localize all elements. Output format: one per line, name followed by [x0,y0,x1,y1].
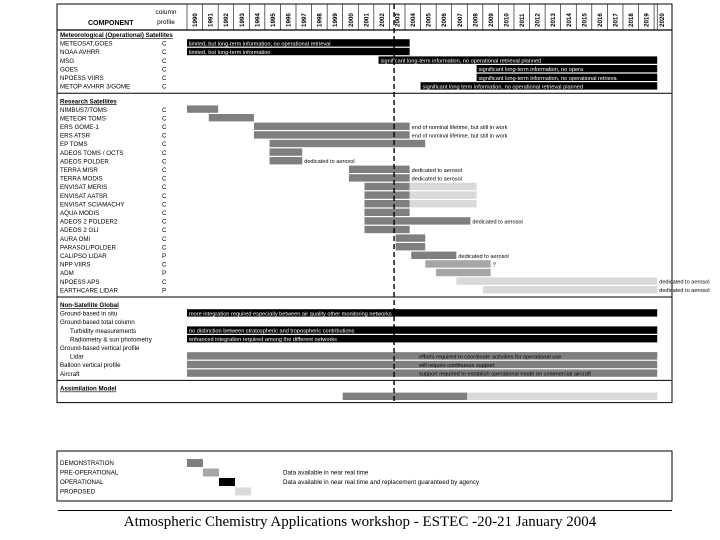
row-label: EARTHCARE LIDAR [60,287,118,295]
timeline-bar-proposed [410,200,477,207]
year-tick-label: 2013 [550,13,558,27]
timeline-bar-demonstration [364,209,409,216]
row-profile: C [162,167,167,174]
row-label: AQUA MODIS [60,210,100,217]
timeline-bar-demonstration [364,183,409,190]
timeline-bar-proposed [410,191,477,198]
row-profile: C [162,115,167,123]
group-title: Meteorological (Operational) Satellites [60,32,173,40]
timeline-bar-demonstration [349,174,410,181]
year-tick-label: 1992 [223,13,231,27]
bar-annotation: limited, but long-term information [189,50,271,56]
bar-annotation: enhanced integration required among the different networks [189,337,337,344]
year-tick-label: 2015 [581,13,589,27]
legend-note: Data available in near real time and replacement guaranteed by agency [283,479,480,486]
row-label: ERS GOME-1 [60,124,99,131]
year-tick-label: 1990 [192,13,200,27]
year-tick-label: 2006 [441,13,449,27]
row-label: METOP AVHRR 3/GOME [60,83,131,91]
row-profile: C [162,227,167,235]
timeline-bar-demonstration [396,243,426,250]
year-tick-label: 2002 [378,13,386,27]
row-label: NPP VIIRS [60,261,91,269]
row-profile: C [162,83,167,91]
row-profile: P [162,287,167,295]
timeline-bar-proposed [467,393,657,400]
year-tick-label: 2000 [347,13,355,27]
row-profile: C [162,57,167,65]
bar-annotation: will require continuous support [418,363,495,369]
row-label: ADEOS POLDER [60,158,109,166]
row-profile: C [162,201,167,209]
year-tick-label: 2003 [394,13,402,27]
row-profile: C [162,75,167,82]
bar-annotation: significant long-term information, no operational retrieva [478,75,617,82]
row-profile: C [162,278,167,286]
row-profile: C [162,66,167,74]
bar-annotation: no distinction between stratospheric and tropospheric contributions [189,328,355,335]
row-label: ADM [60,270,74,278]
row-label: Radiometry & sun photometry [70,336,152,344]
year-tick-label: 1997 [301,13,309,27]
year-tick-label: 2005 [425,13,433,27]
row-label: ADEOS 2 GLI [60,227,99,235]
bar-annotation: dedicated to aerosol [458,253,509,260]
bar-annotation: dedicated to aerosol [304,159,355,166]
bar-annotation: efforts required to coordinate activities for operational use [418,354,562,361]
row-label: TERRA MODIS [60,175,103,183]
bar-annotation: significant long-term information, no operational retrieval planned [380,58,542,65]
row-profile: P [162,270,167,278]
row-label: NIMBUS7/TOMS [60,106,107,114]
year-tick-label: 2010 [503,13,511,27]
year-tick-label: 2014 [565,13,573,27]
row-label: EP TOMS [60,141,88,149]
timeline-bar-pre-operational [436,269,490,276]
row-profile: C [162,149,167,157]
year-tick-label: 2008 [472,13,480,27]
group-title: Assimilation Model [60,385,117,393]
row-label: METEOR TOMS [60,115,106,123]
timeline-bar-demonstration [364,200,409,207]
legend-label: OPERATIONAL [60,479,104,486]
year-tick-label: 1995 [269,13,277,27]
bar-annotation: end of nominal lifetime, but still in work [411,133,508,140]
year-tick-label: 1993 [238,13,246,27]
bar-annotation: significant long term information, no operational retrieval planned [422,84,584,91]
caption-rule [58,510,672,511]
bar-annotation: more integration required especially between air quality other monitoring networks [189,311,392,318]
legend-note: Data available in near real time [283,469,369,477]
row-label: ADEOS 2 POLDER2 [60,218,118,226]
row-label: METEOSAT,GOES [60,40,113,48]
row-profile: C [162,158,167,166]
row-label: ERS ATSR [60,132,91,140]
year-tick-label: 2011 [519,13,527,27]
bar-annotation: support required to establish operational mode on commercial aircraft [418,371,591,378]
row-label: ADEOS TOMS / OCTS [60,149,124,157]
row-label: Turbidity measurements [70,327,137,335]
bar-annotation: dedicated to aerosol [659,288,710,295]
row-label: Balloon vertical profile [60,362,121,370]
row-label: NPOESS VIIRS [60,75,104,82]
group-title: Research Satellites [60,98,117,106]
year-tick-label: 1991 [207,13,215,27]
row-profile: C [162,261,167,269]
timeline-bar-demonstration [254,123,410,130]
legend-swatch [187,459,203,467]
bar-annotation: dedicated to aerosol [411,176,463,183]
year-tick-label: 1998 [316,13,324,27]
timeline-bar-proposed [483,286,657,293]
year-tick-label: 2016 [596,13,604,27]
row-profile: C [162,184,167,192]
row-profile: C [162,244,167,252]
row-label: ENVISAT MERIS [60,184,108,192]
legend-swatch [235,488,251,496]
group-title: Non-Satellite Global [60,302,119,310]
row-label: Ground-based total column [60,319,135,327]
row-label: ENVISAT SCIAMACHY [60,201,125,209]
row-label: Ground-based in situ [60,310,118,318]
legend-swatch [203,469,219,477]
bar-annotation: ? [492,262,496,269]
row-profile: C [162,106,167,114]
timeline-bar-demonstration [209,114,254,121]
year-tick-label: 2017 [612,13,620,27]
year-tick-label: 1996 [285,13,293,27]
timeline-bar-demonstration [270,157,303,164]
row-label: AURA OMI [60,235,91,243]
row-profile: P [162,253,167,260]
row-label: Aircraft [60,370,80,378]
legend-label: PROPOSED [60,488,96,496]
timeline-bar-demonstration [254,131,410,138]
caption: Atmospheric Chemistry Applications workshop - ESTEC -20-21 January 2004 [123,514,597,530]
row-profile: C [162,210,167,217]
row-label: PARASOL/POLDER [60,244,116,252]
row-label: NPOESS APS [60,278,100,286]
legend-label: PRE-OPERATIONAL [60,469,119,477]
year-tick-label: 2001 [363,13,371,27]
timeline-bar-demonstration [364,191,409,198]
row-label: TERRA MISR [60,167,98,174]
row-profile: C [162,132,167,140]
header-column: column [155,9,177,16]
timeline-bar-demonstration [270,148,303,155]
year-tick-label: 1999 [332,13,340,27]
timeline-bar-proposed [410,183,477,190]
row-label: ENVISAT AATSR [60,192,108,200]
row-label: NOAA AVHRR [60,49,100,57]
legend-label: DEMONSTRATION [60,460,114,467]
timeline-bar-proposed [456,277,657,284]
bar-annotation: limited, but long-term information, no operational retrieval [189,41,331,48]
row-label: Lidar [70,353,84,361]
row-profile: C [162,218,167,226]
timeline-bar-pre-operational [425,260,490,267]
bar-annotation: end of nominal lifetime, but still in work [411,124,508,131]
row-profile: C [162,124,167,131]
year-tick-label: 1994 [254,13,262,27]
year-tick-label: 2012 [534,13,542,27]
year-tick-label: 2018 [628,13,636,27]
row-profile: C [162,141,167,149]
row-label: MSG [60,57,75,65]
bar-annotation: dedicated to aerosol [659,279,710,286]
bar-annotation: dedicated to aerosol [472,219,523,226]
row-profile: C [162,40,167,48]
year-tick-label: 2004 [410,13,418,27]
timeline-bar-demonstration [364,226,409,233]
header-profile: profile [157,19,175,26]
year-tick-label: 2007 [456,13,464,27]
row-profile: C [162,235,167,243]
timeline-bar-demonstration [411,252,456,259]
year-tick-label: 2019 [643,13,651,27]
timeline-bar-demonstration [270,140,426,147]
timeline-bar-demonstration [343,393,468,400]
legend-swatch [219,478,235,486]
row-label: GOES [60,66,78,74]
row-profile: C [162,175,167,183]
timeline-bar-demonstration [396,234,426,241]
timeline-bar-demonstration [349,166,410,173]
bar-annotation: significant long-term information, no opera [478,67,584,74]
row-profile: C [162,192,167,200]
timeline-bar-demonstration [364,217,470,224]
row-label: Ground-based vertical profile [60,345,140,352]
timeline-bar-demonstration [187,105,218,112]
bar-annotation: dedicated to aerosol [411,167,463,174]
row-profile: C [162,49,167,57]
year-tick-label: 2009 [487,13,495,27]
year-tick-label: 2020 [659,13,667,27]
header-component: COMPONENT [88,20,134,27]
row-label: CALIPSO LIDAR [60,253,107,260]
